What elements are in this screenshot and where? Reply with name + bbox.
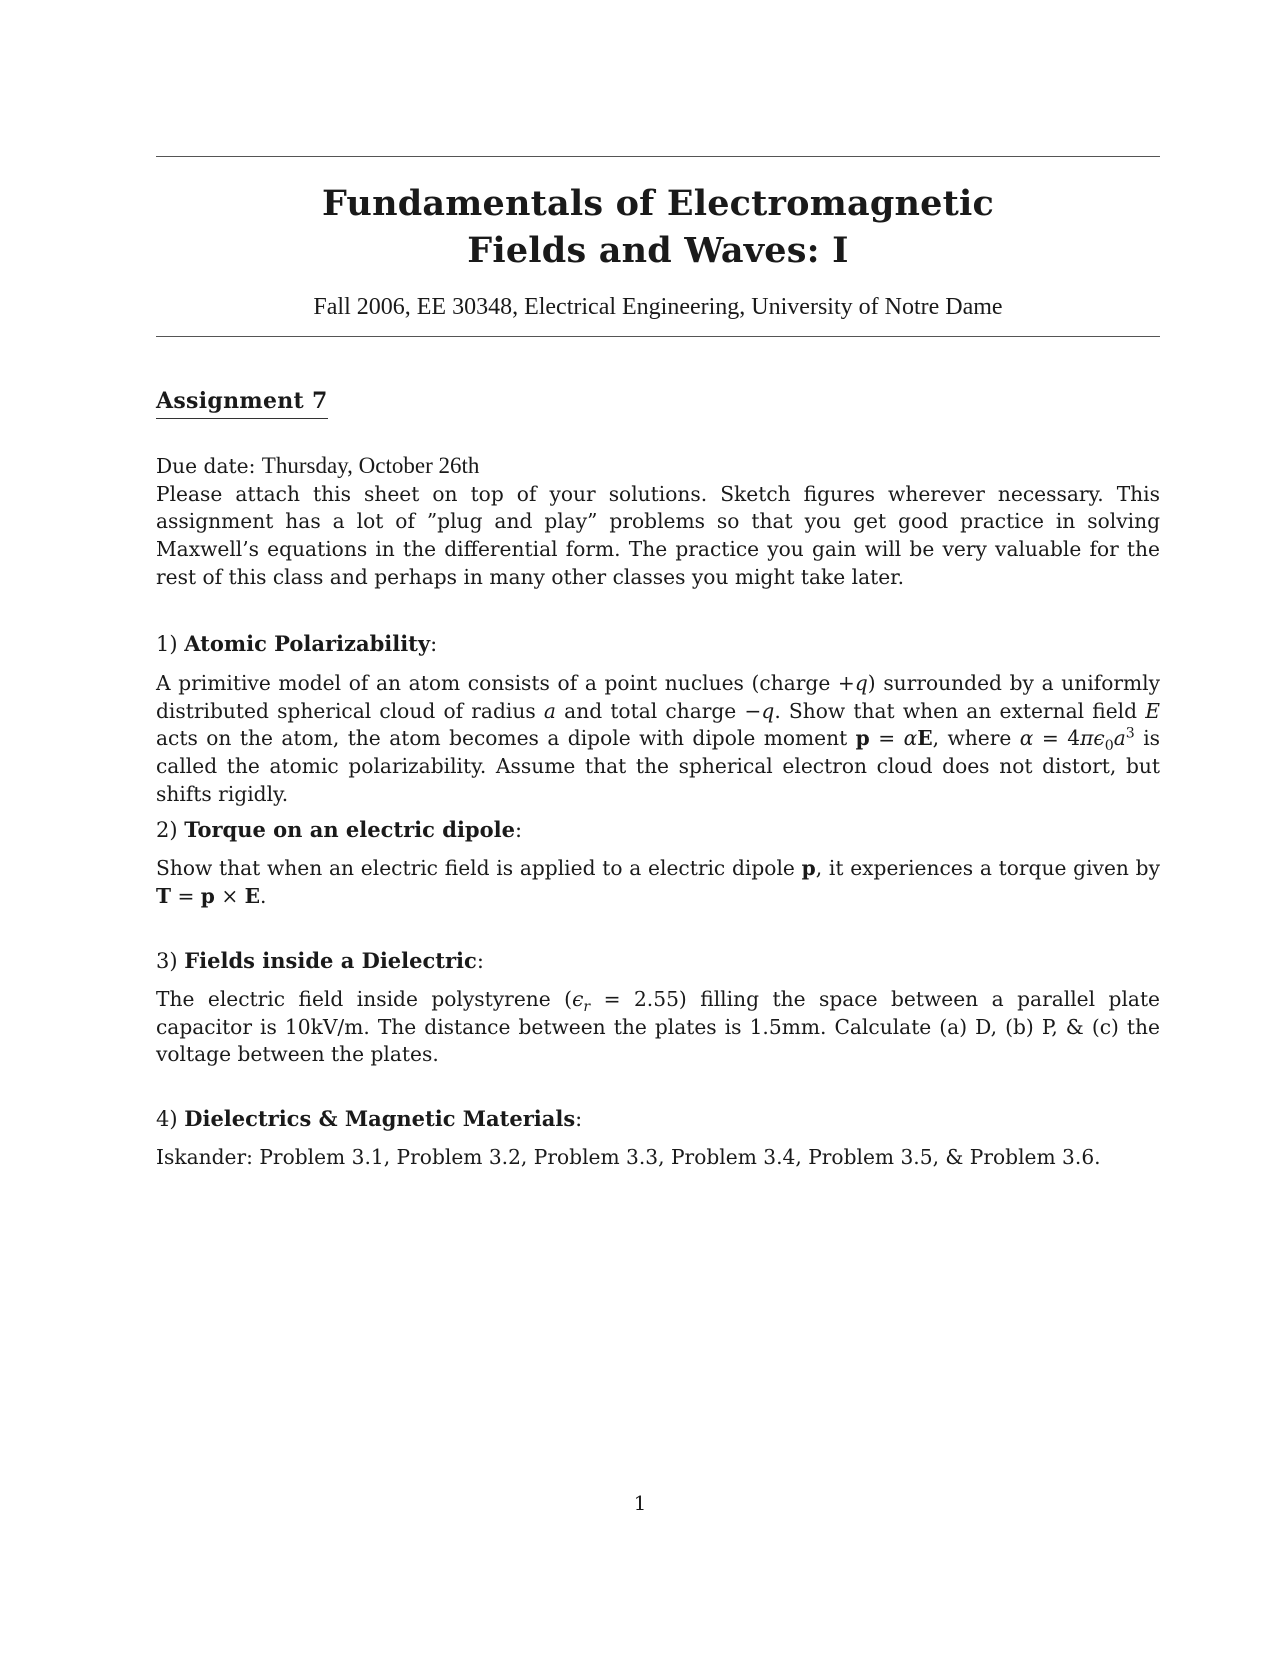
p2-eq: = xyxy=(171,883,201,908)
course-subtitle: Fall 2006, EE 30348, Electrical Engineering, University of Notre Dame xyxy=(313,294,1003,320)
p1-text-1: A primitive model of an atom consists of a point nuclues (charge + xyxy=(156,671,855,695)
p3-text-1: The electric field inside polystyrene ( xyxy=(156,987,573,1011)
assignment-title: Assignment 7 xyxy=(156,386,328,419)
p1-q2: q xyxy=(761,698,775,723)
p3-eps: ϵ xyxy=(572,987,584,1011)
p1-text-6: , where xyxy=(932,726,1020,751)
problem-4-heading: 4) Dielectrics & Magnetic Materials: xyxy=(156,1106,583,1131)
title-line-1: Fundamentals of Electromagnetic xyxy=(321,183,995,224)
p2-text-1: Show that when an electric field is applied to a electric dipole xyxy=(156,856,802,880)
due-date-value: Thursday, October 26th xyxy=(261,453,480,478)
problem-1-text xyxy=(156,670,1160,809)
page-number: 1 xyxy=(633,1491,647,1515)
p3-sub-r: r xyxy=(583,999,591,1016)
p2-T: T xyxy=(156,883,172,908)
problem-3-text xyxy=(156,986,1160,1069)
problem-3-heading: 3) Fields inside a Dielectric: xyxy=(156,948,484,973)
problem-1-heading: 1) Atomic Polarizability: xyxy=(156,631,438,656)
intro-paragraph: Please attach this sheet on top of your solutions. Sketch figures wherever necessary. This assignment has a lot of ”plug and play” problems so that you get good practice in solving Maxwell’s equations in the differential form. The practice you gain will be very valuable for the rest of this class and perhaps in many other classes you might take later. xyxy=(156,481,1160,589)
intro-block xyxy=(156,452,1160,592)
due-date-label: Due date: xyxy=(156,454,256,478)
p1-text-3: and total charge − xyxy=(555,698,762,723)
p2-text-3: . xyxy=(260,883,267,908)
p1-E2: E xyxy=(917,726,933,751)
problem-3-number: 3) xyxy=(156,949,178,973)
problem-4-number: 4) xyxy=(156,1107,178,1131)
p2-text-2: , it experiences a torque given by xyxy=(815,856,1160,880)
p2-times: × xyxy=(214,883,245,908)
problem-4-text: Iskander: Problem 3.1, Problem 3.2, Problem 3.3, Problem 3.4, Problem 3.5, & Problem 3.6. xyxy=(156,1145,1101,1169)
problem-1-title: Atomic Polarizability xyxy=(184,631,431,656)
bottom-rule xyxy=(156,336,1160,337)
p1-pi: π xyxy=(1080,726,1094,751)
problem-2-title: Torque on an electric dipole xyxy=(184,817,515,842)
p1-a2: a xyxy=(1113,726,1126,751)
title-line-2: Fields and Waves: I xyxy=(467,230,849,271)
p1-alpha1: α xyxy=(903,726,918,751)
p1-q1: q xyxy=(854,671,868,695)
p3-text-2: = 2.55) filling the space between a parallel plate capacitor is 10kV/m. The distance between the plates is 1.5mm. Calculate (a) D, (b) P, & (c) the voltage between the plates. xyxy=(156,987,1161,1067)
p2-E: E xyxy=(244,883,261,908)
p1-eq1: = xyxy=(869,726,904,751)
p1-text-7: is called the atomic polarizability. Assume that the spherical electron cloud does not distort, but shifts rigidly. xyxy=(156,726,1161,806)
p1-sup3: 3 xyxy=(1125,725,1135,742)
p1-text-5: acts on the atom, the atom becomes a dipole with dipole moment xyxy=(156,726,856,751)
p1-text-2: ) surrounded by a uniformly distributed spherical cloud of radius xyxy=(156,671,1161,723)
due-date-line xyxy=(156,452,1160,481)
p1-eps: ϵ xyxy=(1093,726,1105,751)
p1-sub0: 0 xyxy=(1104,738,1114,755)
p1-eq2: = 4 xyxy=(1033,726,1081,751)
problem-1-number: 1) xyxy=(156,632,178,656)
document-title xyxy=(156,180,1160,274)
problem-4-title: Dielectrics & Magnetic Materials xyxy=(184,1106,576,1131)
p2-p2: p xyxy=(200,883,215,908)
p1-E1: E xyxy=(1145,698,1161,723)
p1-p: p xyxy=(855,726,870,751)
p2-p: p xyxy=(801,856,816,880)
p1-a1: a xyxy=(543,698,556,723)
problem-2-text xyxy=(156,855,1160,910)
problem-2-heading: 2) Torque on an electric dipole: xyxy=(156,817,523,842)
p1-alpha2: α xyxy=(1019,726,1034,751)
top-rule xyxy=(156,156,1160,157)
problem-3-title: Fields inside a Dielectric xyxy=(184,948,477,973)
problem-2-number: 2) xyxy=(156,818,178,842)
p1-text-4: . Show that when an external field xyxy=(774,698,1146,723)
